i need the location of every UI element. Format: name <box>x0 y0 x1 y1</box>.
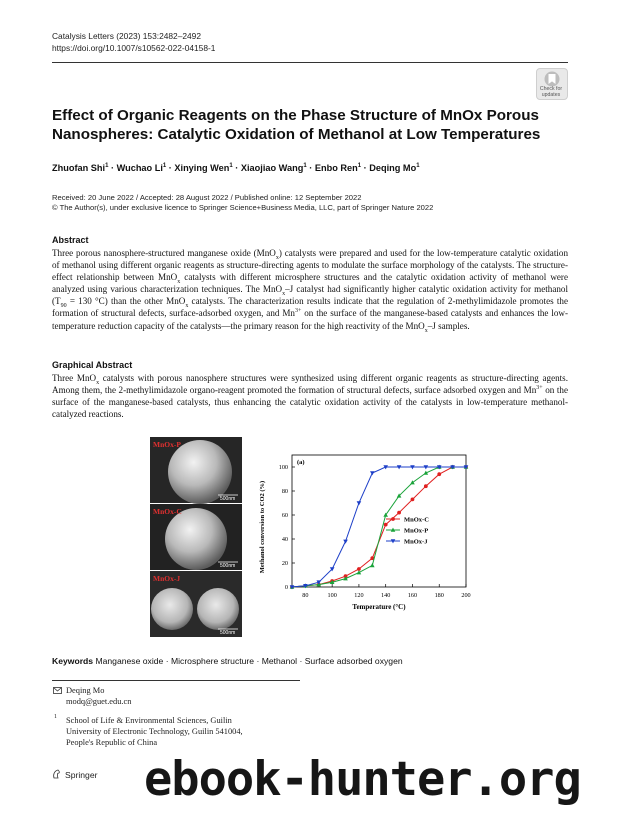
author-separator: · <box>306 163 315 174</box>
keyword-separator: · <box>163 656 171 666</box>
series-line <box>292 467 466 587</box>
series-line <box>292 467 466 587</box>
title-line-2: Nanospheres: Catalytic Oxidation of Methanol at Low Temperatures <box>52 126 541 143</box>
sem-sphere-j-1 <box>151 588 193 630</box>
y-tick-label: 20 <box>281 560 288 567</box>
legend-entry: MnOx-P <box>404 527 429 535</box>
data-point <box>391 517 395 521</box>
abstract-text: Three porous nanosphere-structured manganese oxide (MnO$_x$) catalysts were prepared and used for the low-temperature catalytic oxidation of methanol using different organic reagents as structure-directing agents to modulate the surface morphology of the catalysts. The structure-effect relationship between MnO$_x$ catalysts with different microsphere structures and the catalytic oxidation activity of methanol were analyzed using various characterization techniques. The MnO$_x$–J catalyst had significantly higher catalytic oxidation activity for methanol ($T_{90} = 130$ °C) than the other MnO$_x$ catalysts. The characterization results indicate that the regulation of 2-methylimidazole promotes the formation of structural defects, surface-adsorbed oxygen, and $Mn^{3+}$ on the surface of the manganese-based catalysts and enhances the low-temperature reduction capacity of the catalysts—the primary reason for the high reactivity of the MnO$_x$–J samples. <box>52 248 568 334</box>
sem-label-c: MnOx-C <box>153 507 182 516</box>
sem-scale-j: 500nm <box>220 630 236 636</box>
author-name[interactable]: Wuchao Li$^1$ <box>116 163 167 174</box>
sem-sphere-c <box>165 508 227 570</box>
author-name[interactable]: Xiaojiao Wang$^1$ <box>240 163 307 174</box>
x-tick-label: 120 <box>354 592 364 599</box>
data-point <box>357 501 362 505</box>
doi-link[interactable]: https://doi.org/10.1007/s10562-022-04158-1 <box>52 43 216 53</box>
keywords-line <box>52 656 403 666</box>
y-tick-label: 40 <box>281 536 288 543</box>
author-affiliation-mark: 1 <box>416 163 420 169</box>
sem-label-p: MnOx-P <box>153 440 181 449</box>
x-axis-label: Temperature (°C) <box>352 603 406 611</box>
sem-sphere-j-2 <box>197 588 239 630</box>
data-point <box>343 540 348 544</box>
author-affiliation-mark: 1 <box>162 163 167 169</box>
affiliation-number: 1 <box>54 714 57 720</box>
watermark: ebook-hunter.org <box>144 752 581 807</box>
author-list <box>52 163 568 173</box>
received-accepted-dates: Received: 20 June 2022 / Accepted: 28 August 2022 / Published online: 12 September 2022 <box>52 193 362 202</box>
legend-entry: MnOx-C <box>404 516 429 524</box>
x-tick-label: 100 <box>327 592 337 599</box>
keyword[interactable]: Surface adsorbed oxygen <box>304 656 403 666</box>
data-point <box>370 471 375 475</box>
keyword[interactable]: Manganese oxide <box>95 656 164 666</box>
y-tick-label: 0 <box>284 584 288 591</box>
graphical-abstract-text: Three MnO$_x$ catalysts with porous nanosphere structures were synthesized using different organic reagents as structure-directing agents. Among them, the 2-methylimidazole organo-reagent promoted the formation of structural defects, surface adsorbed oxygen and $Mn^{3+}$ on the surface of the manganese-based catalysts, thus enhancing the catalytic oxidation activity of the catalysts in low-temperature methanol-catalyzed reactions. <box>52 373 568 420</box>
article-title <box>52 106 568 144</box>
panel-label: (a) <box>297 459 305 466</box>
author-affiliation-mark: 1 <box>105 163 109 169</box>
sem-scale-c: 500nm <box>220 563 236 569</box>
y-tick-label: 60 <box>281 512 288 519</box>
data-point <box>410 480 415 484</box>
publisher-footer <box>52 769 97 780</box>
data-point <box>411 498 415 502</box>
author-affiliation-mark: 1 <box>229 163 233 169</box>
corresponding-author: Deqing Mo <box>66 686 105 695</box>
author-separator: · <box>361 163 370 174</box>
sem-image-panel <box>150 437 242 637</box>
x-tick-label: 160 <box>407 592 418 599</box>
author-separator: · <box>232 163 241 174</box>
author-separator: · <box>108 163 117 174</box>
author-name[interactable]: Xinying Wen$^1$ <box>174 163 233 174</box>
x-tick-label: 200 <box>461 592 471 599</box>
graphical-abstract-heading: Graphical Abstract <box>52 360 133 370</box>
publication-history <box>52 193 433 213</box>
affiliation-line-2: University of Electronic Technology, Guilin 541004, <box>66 727 243 736</box>
x-tick-label: 140 <box>381 592 391 599</box>
journal-header <box>52 30 215 54</box>
x-tick-label: 80 <box>302 592 309 599</box>
author-affiliation-mark: 1 <box>303 163 307 169</box>
graphical-abstract-figure <box>150 437 480 637</box>
y-tick-label: 80 <box>281 488 288 495</box>
header-rule <box>52 62 568 63</box>
badge-line-2: updates <box>541 92 561 98</box>
sem-scale-p: 500nm <box>220 496 236 502</box>
keyword[interactable]: Methanol <box>261 656 298 666</box>
keyword-separator: · <box>254 656 262 666</box>
affiliation-line-3: People's Republic of China <box>66 738 158 747</box>
conversion-chart <box>250 437 480 637</box>
x-tick-label: 180 <box>434 592 444 599</box>
publisher-name: Springer <box>65 770 98 780</box>
author-name[interactable]: Zhuofan Shi$^1$ <box>52 163 109 174</box>
springer-horse-icon <box>52 769 62 779</box>
keywords-label: Keywords <box>52 656 94 666</box>
sem-sphere-p <box>168 440 232 504</box>
envelope-icon <box>53 687 62 694</box>
author-affiliation-mark: 1 <box>357 163 362 169</box>
data-point <box>384 523 388 527</box>
badge-label <box>528 86 574 98</box>
sem-label-j: MnOx-J <box>153 574 181 583</box>
copyright-notice: © The Author(s), under exclusive licence to Springer Science+Business Media, LLC, part of Springer Nature 2022 <box>52 203 434 212</box>
data-point <box>357 570 362 574</box>
data-point <box>424 484 428 488</box>
correspondence <box>66 685 131 707</box>
author-separator: · <box>166 163 175 174</box>
badge-line-1: Check for <box>539 86 563 92</box>
y-axis-label: Methanol conversion to CO2 (%) <box>259 480 266 574</box>
keyword-separator: · <box>297 656 305 666</box>
data-point <box>397 511 401 515</box>
author-email[interactable]: modq@guet.edu.cn <box>66 697 132 706</box>
data-point <box>437 472 441 476</box>
journal-citation: Catalysis Letters (2023) 153:2482–2492 <box>52 31 201 41</box>
legend-entry: MnOx-J <box>404 538 428 546</box>
affiliation-line-1: School of Life & Environmental Sciences, Guilin <box>66 716 232 725</box>
data-point <box>370 563 375 567</box>
author-name[interactable]: Enbo Ren$^1$ <box>314 163 362 174</box>
series-line <box>292 467 466 587</box>
abstract-heading: Abstract <box>52 235 89 245</box>
author-name[interactable]: Deqing Mo$^1$ <box>369 163 420 174</box>
affiliation <box>66 715 243 748</box>
keyword[interactable]: Microsphere structure <box>170 656 255 666</box>
title-line-1: Effect of Organic Reagents on the Phase Structure of MnOx Porous <box>52 107 539 124</box>
y-tick-label: 100 <box>278 464 288 471</box>
footnote-rule <box>52 680 300 681</box>
